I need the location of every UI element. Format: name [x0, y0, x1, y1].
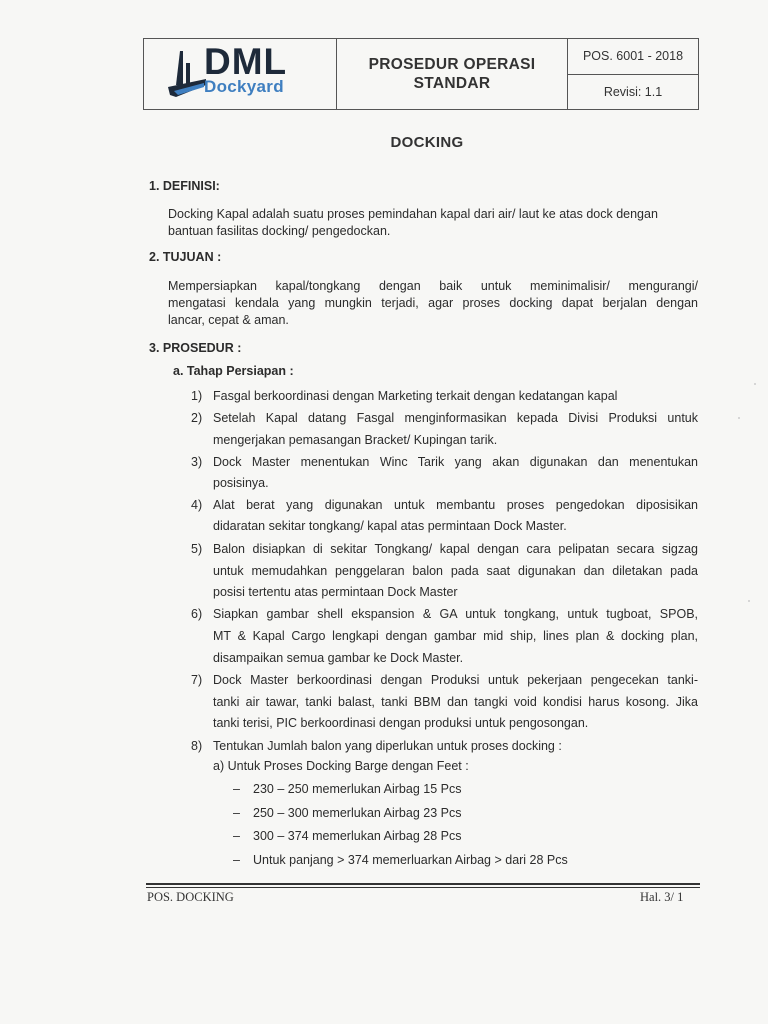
list-item-text: tanki terisi, PIC berkoordinasi dengan produksi untuk pengosongan.: [213, 716, 589, 730]
bullet-dash: –: [233, 782, 240, 796]
list-item-text: posisi tertentu atas permintaan Dock Master: [213, 585, 458, 599]
section-heading-tujuan: 2. TUJUAN :: [149, 250, 222, 264]
logo-sub-text: Dockyard: [204, 77, 284, 96]
footer-divider: [146, 883, 700, 885]
scan-speck: [738, 417, 740, 419]
bullet-text: 300 – 374 memerlukan Airbag 28 Pcs: [253, 829, 462, 843]
definisi-line: Docking Kapal adalah suatu proses pemindahan kapal dari air/ laut ke atas dock dengan: [168, 207, 658, 221]
list-item-text: Dock Master berkoordinasi dengan Produksi untuk pekerjaan pengecekan tanki-: [213, 673, 698, 687]
list-item-text: posisinya.: [213, 476, 269, 490]
list-item-text: Siapkan gambar shell ekspansion & GA untuk tongkang, untuk tugboat, SPOB,: [213, 607, 698, 621]
list-item-text: MT & Kapal Cargo lengkapi dengan gambar mid ship, lines plan & docking plan,: [213, 629, 698, 643]
tujuan-line: Mempersiapkan kapal/tongkang dengan baik untuk meminimalisir/ mengurangi/: [168, 279, 698, 293]
footer-page-number: Hal. 3/ 1: [640, 890, 684, 904]
list-item-text: untuk memudahkan penggelaran balon pada saat digunakan dan diletakan pada: [213, 564, 698, 578]
list-item-number: 5): [191, 542, 203, 556]
logo-main-text: DML: [204, 41, 288, 82]
list-item-text: Tentukan Jumlah balon yang diperlukan untuk proses docking :: [213, 739, 562, 753]
bullet-text: 230 – 250 memerlukan Airbag 15 Pcs: [253, 782, 462, 796]
scan-speck: [748, 600, 750, 602]
bullet-dash: –: [233, 853, 240, 867]
document-title: DOCKING: [390, 134, 464, 151]
list-item-number: 8): [191, 739, 203, 753]
company-logo: [144, 39, 337, 109]
list-item-number: 6): [191, 607, 203, 621]
list-item-text: mengerjakan pemasangan Bracket/ Kupingan tarik.: [213, 433, 498, 447]
document-header: [143, 38, 699, 110]
header-meta: [568, 39, 698, 109]
list-item-number: 7): [191, 673, 203, 687]
header-title-line2: STANDAR: [413, 75, 491, 92]
footer-doc-name: POS. DOCKING: [147, 890, 234, 904]
list-item-text: Dock Master menentukan Winc Tarik yang akan digunakan dan menentukan: [213, 455, 698, 469]
list-item-text: disampaikan semua gambar ke Dock Master.: [213, 651, 464, 665]
doc-revision: Revisi: 1.1: [603, 84, 663, 99]
list-item-number: 4): [191, 498, 203, 512]
list-item-text: Setelah Kapal datang Fasgal menginformasikan kepada Divisi Produksi untuk: [213, 411, 698, 425]
bullet-dash: –: [233, 806, 240, 820]
list-item-number: 3): [191, 455, 203, 469]
list-item-text: tanki air tawar, tanki balast, tanki BBM dan tangki void kondisi harus kosong. Jika: [213, 695, 698, 709]
ship-logo-icon: [166, 45, 206, 101]
header-title: [337, 39, 568, 109]
header-title-line1: PROSEDUR OPERASI: [368, 56, 536, 73]
section-heading-definisi: 1. DEFINISI:: [149, 179, 220, 193]
tujuan-line: mengatasi kendala yang mungkin terjadi, agar proses docking dapat berjalan dengan: [168, 296, 698, 310]
doc-code: POS. 6001 - 2018: [568, 39, 698, 75]
list-item-text: Fasgal berkoordinasi dengan Marketing terkait dengan kedatangan kapal: [213, 389, 618, 403]
list-item-number: 2): [191, 411, 203, 425]
section-heading-prosedur: 3. PROSEDUR :: [149, 341, 242, 355]
sub-item-text: a) Untuk Proses Docking Barge dengan Feet :: [213, 759, 469, 773]
footer-divider: [146, 887, 700, 888]
bullet-text: 250 – 300 memerlukan Airbag 23 Pcs: [253, 806, 462, 820]
bullet-text: Untuk panjang > 374 memerluarkan Airbag > dari 28 Pcs: [253, 853, 568, 867]
scan-speck: [754, 383, 756, 385]
prosedur-subheading: a. Tahap Persiapan :: [173, 364, 294, 378]
list-item-number: 1): [191, 389, 203, 403]
list-item-text: didaratan sekitar tongkang/ kapal atas permintaan Dock Master.: [213, 519, 567, 533]
list-item-text: Balon disiapkan di sekitar Tongkang/ kapal dengan cara pelipatan secara sigzag: [213, 542, 698, 556]
definisi-line: bantuan fasilitas docking/ pengedockan.: [168, 224, 391, 238]
list-item-text: Alat berat yang digunakan untuk membantu proses pengedokan diposisikan: [213, 498, 698, 512]
tujuan-line: lancar, cepat & aman.: [168, 313, 289, 327]
bullet-dash: –: [233, 829, 240, 843]
